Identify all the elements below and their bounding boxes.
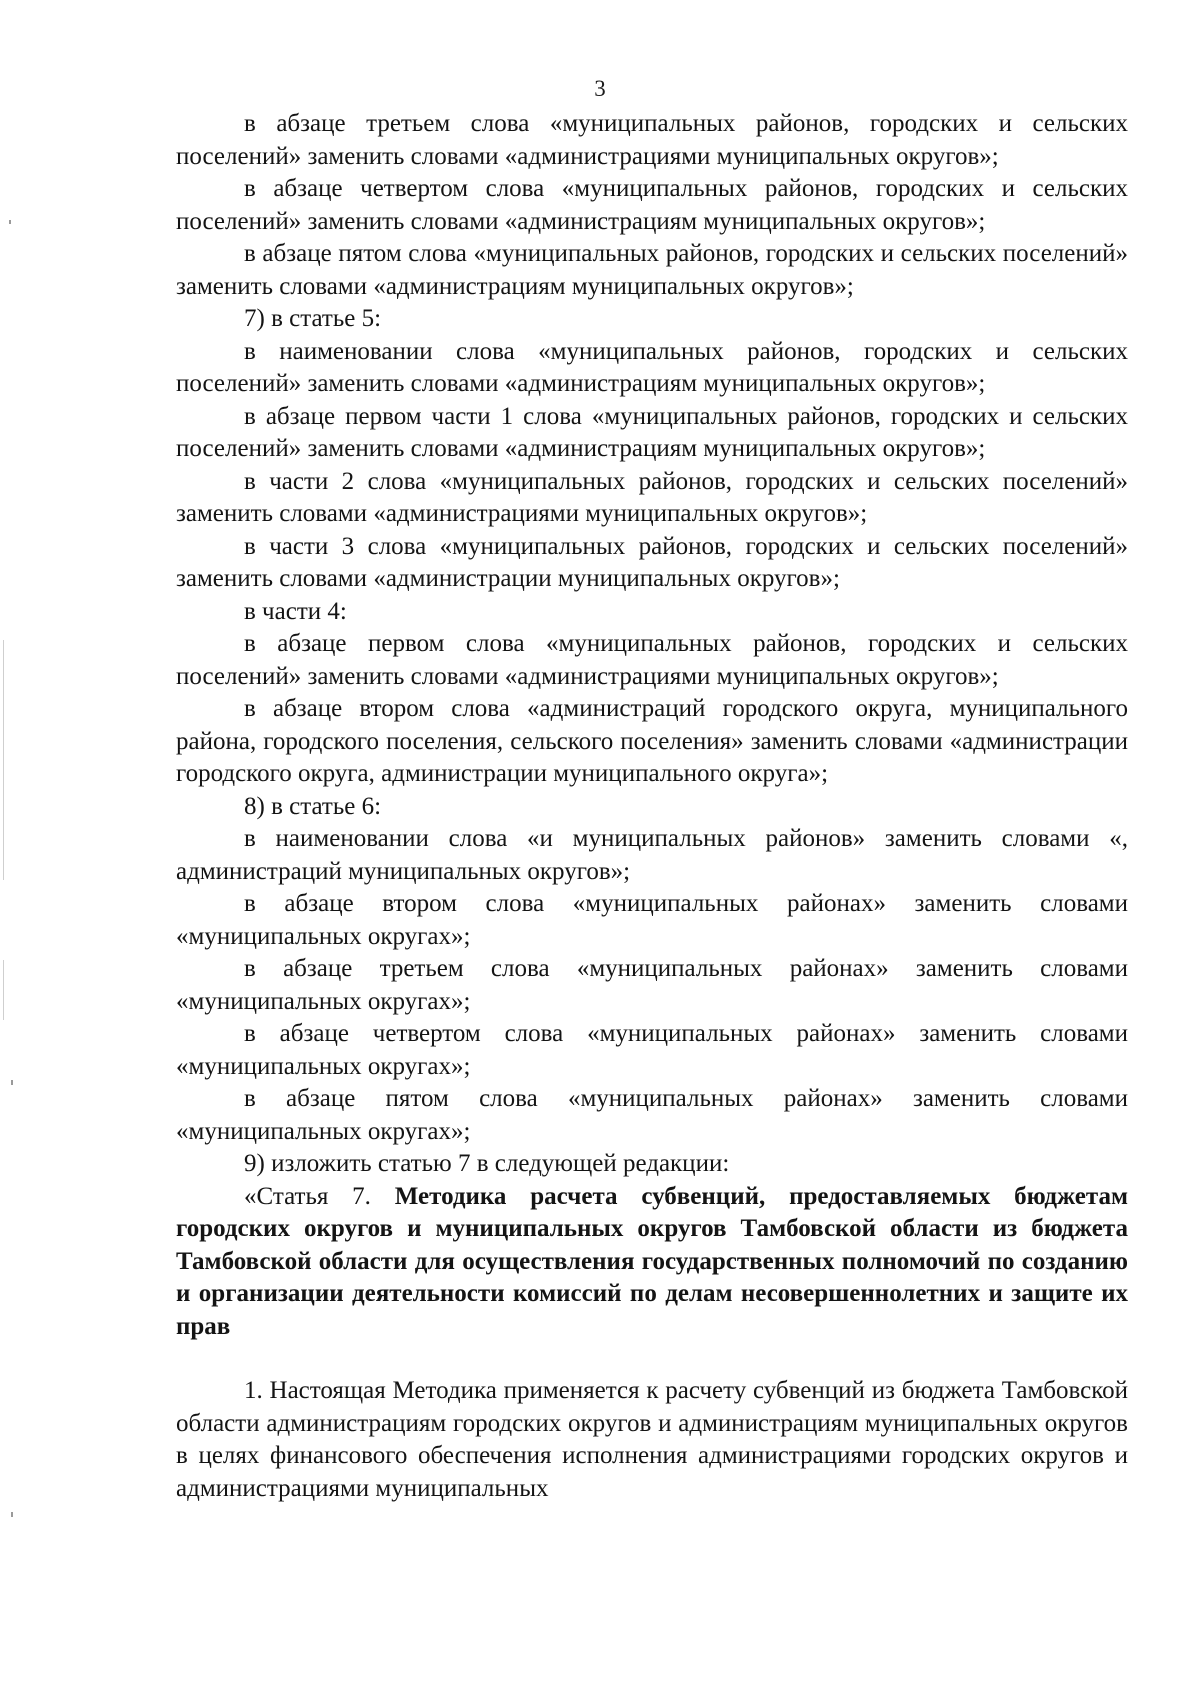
- paragraph-16: в абзаце четвертом слова «муниципальных районах» заменить словами «муниципальных округах»;: [176, 1020, 1128, 1080]
- spacer: [176, 1343, 1128, 1375]
- paragraph-9: в части 4:: [244, 597, 347, 625]
- scan-mark: [11, 1080, 13, 1085]
- document-body: [176, 108, 1128, 1505]
- scan-mark: [3, 960, 4, 1020]
- paragraph-10: в абзаце первом слова «муниципальных районов, городских и сельских поселений» заменить словами «администрациями муниципальных округов»;: [176, 630, 1128, 690]
- paragraph-5: в наименовании слова «муниципальных районов, городских и сельских поселений» заменить словами «администрациям муниципальных округов»;: [176, 337, 1128, 397]
- paragraph-12: 8) в статье 6:: [244, 792, 382, 820]
- paragraph-18: 9) изложить статью 7 в следующей редакции:: [244, 1150, 730, 1177]
- paragraph-15: в абзаце третьем слова «муниципальных районах» заменить словами «муниципальных округах»;: [176, 955, 1128, 1015]
- article-title: Методика расчета субвенций, предоставляемых бюджетам городских округов и муниципальных округов Тамбовской области из бюджета Тамбовской области для осуществления государственных полномочий по созданию и организации деятельности комиссий по делам несовершеннолетних и защите их прав: [176, 1182, 1129, 1340]
- scan-mark: [9, 220, 11, 224]
- paragraph-2: в абзаце четвертом слова «муниципальных районов, городских и сельских поселений» заменить словами «администрациям муниципальных округов»;: [176, 175, 1128, 235]
- paragraph-1: в абзаце третьем слова «муниципальных районов, городских и сельских поселений» заменить словами «администрациями муниципальных округов»;: [176, 110, 1128, 170]
- paragraph-14: в абзаце втором слова «муниципальных районах» заменить словами «муниципальных округах»;: [176, 890, 1128, 950]
- body-paragraph-1: 1. Настоящая Методика применяется к расчету субвенций из бюджета Тамбовской области администрациям городских округов и администрациям муниципальных округов в целях финансового обеспечения исполнения администрациями городских округов и администрациями муниципальных: [176, 1377, 1128, 1502]
- paragraph-11: в абзаце втором слова «администраций городского округа, муниципального района, городского поселения, сельского поселения» заменить словами «администрации городского округа, администрации муниципального округа»;: [176, 695, 1128, 787]
- paragraph-6: в абзаце первом части 1 слова «муниципальных районов, городских и сельских поселений» заменить словами «администрациям муниципальных округов»;: [176, 402, 1128, 462]
- paragraph-17: в абзаце пятом слова «муниципальных районах» заменить словами «муниципальных округах»;: [176, 1085, 1128, 1145]
- article-heading: [176, 1181, 1128, 1344]
- paragraph-4: 7) в статье 5:: [244, 305, 382, 332]
- page-number: 3: [594, 76, 606, 101]
- scan-mark: [3, 640, 4, 880]
- paragraph-13: в наименовании слова «и муниципальных районов» заменить словами «, администраций муниципальных округов»;: [176, 825, 1128, 885]
- paragraph-7: в части 2 слова «муниципальных районов, городских и сельских поселений» заменить словами «администрациями муниципальных округов»;: [176, 467, 1128, 527]
- paragraph-3: в абзаце пятом слова «муниципальных районов, городских и сельских поселений» заменить словами «администрациям муниципальных округов»;: [176, 240, 1128, 300]
- scan-mark: [11, 1512, 13, 1517]
- article-lead: «Статья 7.: [244, 1182, 371, 1210]
- paragraph-8: в части 3 слова «муниципальных районов, городских и сельских поселений» заменить словами «администрации муниципальных округов»;: [176, 532, 1128, 592]
